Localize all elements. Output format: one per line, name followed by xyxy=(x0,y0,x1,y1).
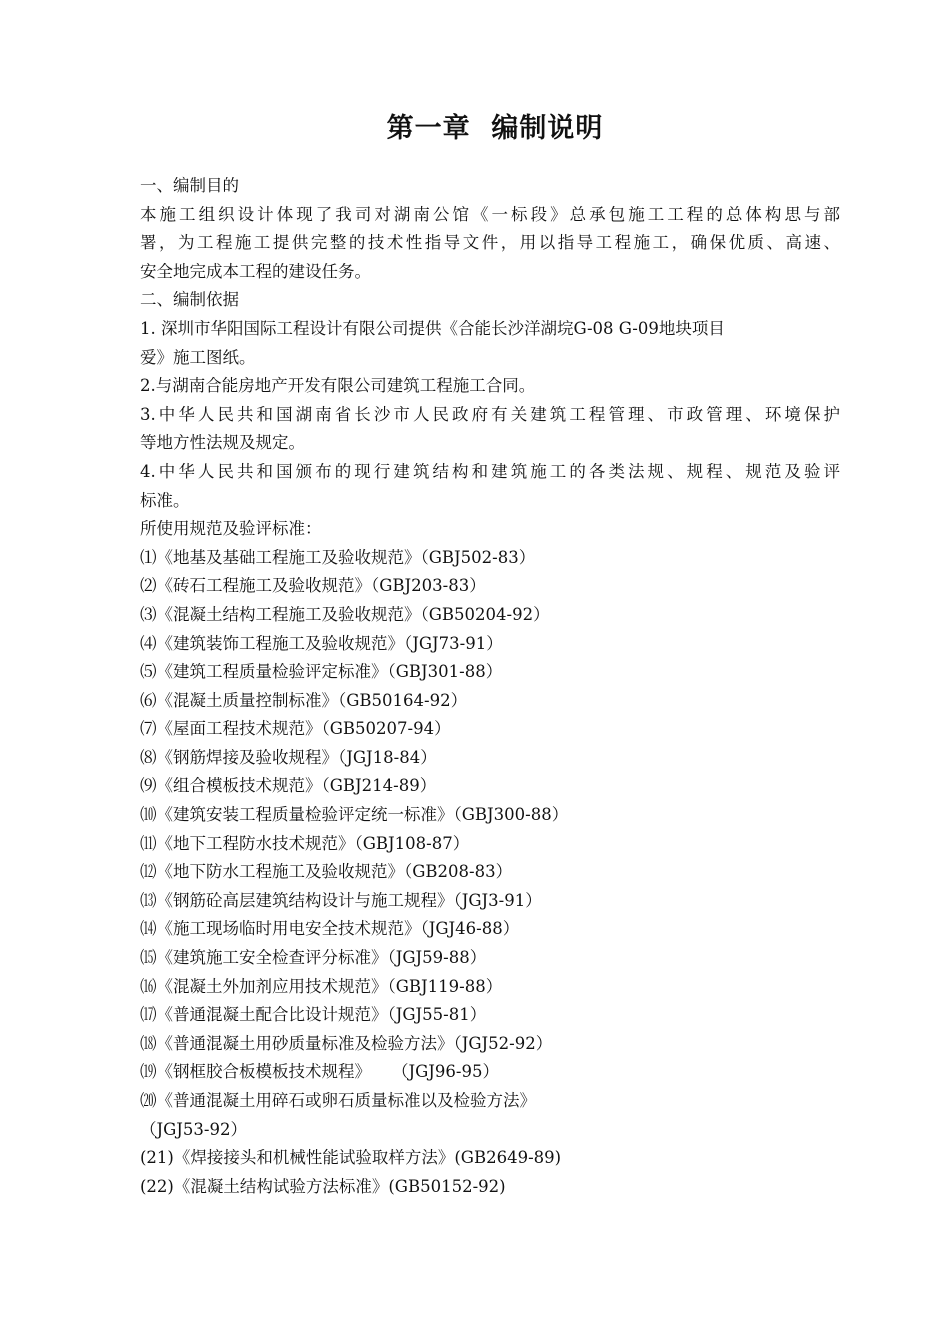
paragraph-line: 安全地完成本工程的建设任务。 xyxy=(140,261,371,281)
list-item: (21)《焊接接头和机械性能试验取样方法》(GB2649-89) xyxy=(140,1148,562,1168)
paragraph-line: 2.与湖南合能房地产开发有限公司建筑工程施工合同。 xyxy=(140,376,536,396)
list-item: ⒆《钢框胶合板模板技术规程》 （JGJ96-95） xyxy=(140,1062,499,1082)
section-heading: 二、编制依据 xyxy=(140,290,239,310)
page-title: 第一章 编制说明 xyxy=(386,113,604,144)
list-item: ⑽《建筑安装工程质量检验评定统一标准》（GBJ300-88） xyxy=(140,805,569,825)
paragraph-line: 本施工组织设计体现了我司对湖南公馆《一标段》总承包施工工程的总体构思与部 xyxy=(140,204,840,224)
list-item: ⒃《混凝土外加剂应用技术规范》（GBJ119-88） xyxy=(140,976,503,996)
list-item: ⑹《混凝土质量控制标准》（GB50164-92） xyxy=(140,690,468,710)
list-item: ⒅《普通混凝土用砂质量标准及检验方法》（JGJ52-92） xyxy=(140,1033,553,1053)
paragraph-line: 等地方性法规及规定。 xyxy=(140,433,305,453)
paragraph-line: 4.中华人民共和国颁布的现行建筑结构和建筑施工的各类法规、规程、规范及验评 xyxy=(140,461,840,481)
paragraph-line: 标准。 xyxy=(140,490,190,510)
paragraph-line: 1. 深圳市华阳国际工程设计有限公司提供《合能长沙洋湖垸G-08 G-09地块项目 xyxy=(140,318,725,338)
list-item: ⒂《建筑施工安全检查评分标准》（JGJ59-88） xyxy=(140,948,487,968)
list-item: ⑺《屋面工程技术规范》（GB50207-94） xyxy=(140,719,451,739)
list-heading: 所使用规范及验评标准： xyxy=(140,519,322,539)
list-item: ⑸《建筑工程质量检验评定标准》（GBJ301-88） xyxy=(140,662,503,682)
paragraph-line: 爱》施工图纸。 xyxy=(140,347,256,367)
list-item: ⒁《施工现场临时用电安全技术规范》（JGJ46-88） xyxy=(140,919,520,939)
list-item: ⑼《组合模板技术规范》（GBJ214-89） xyxy=(140,776,437,796)
list-item: ⑷《建筑装饰工程施工及验收规范》（JGJ73-91） xyxy=(140,633,503,653)
list-item: ⑾《地下工程防水技术规范》（GBJ108-87） xyxy=(140,833,470,853)
paragraph-line: 3.中华人民共和国湖南省长沙市人民政府有关建筑工程管理、市政管理、环境保护 xyxy=(140,404,840,424)
list-item: ⑻《钢筋焊接及验收规程》（JGJ18-84） xyxy=(140,747,437,767)
list-item: ⑿《地下防水工程施工及验收规范》（GB208-83） xyxy=(140,862,513,882)
document-body xyxy=(140,172,840,1201)
list-item-continuation: （JGJ53-92） xyxy=(140,1119,247,1139)
section-heading: 一、编制目的 xyxy=(140,176,239,195)
list-item: ⒀《钢筋砼高层建筑结构设计与施工规程》（JGJ3-91） xyxy=(140,890,542,910)
list-item: ⑴《地基及基础工程施工及验收规范》（GBJ502-83） xyxy=(140,547,536,567)
paragraph-line: 署，为工程施工提供完整的技术性指导文件，用以指导工程施工，确保优质、高速、 xyxy=(140,233,840,253)
list-item: (22)《混凝土结构试验方法标准》(GB50152-92) xyxy=(140,1176,506,1196)
list-item: ⑵《砖石工程施工及验收规范》（GBJ203-83） xyxy=(140,576,486,596)
list-item: ⒇《普通混凝土用碎石或卵石质量标准以及检验方法》 xyxy=(140,1091,536,1110)
list-item: ⑶《混凝土结构工程施工及验收规范》（GB50204-92） xyxy=(140,604,550,624)
list-item: ⒄《普通混凝土配合比设计规范》（JGJ55-81） xyxy=(140,1005,487,1025)
